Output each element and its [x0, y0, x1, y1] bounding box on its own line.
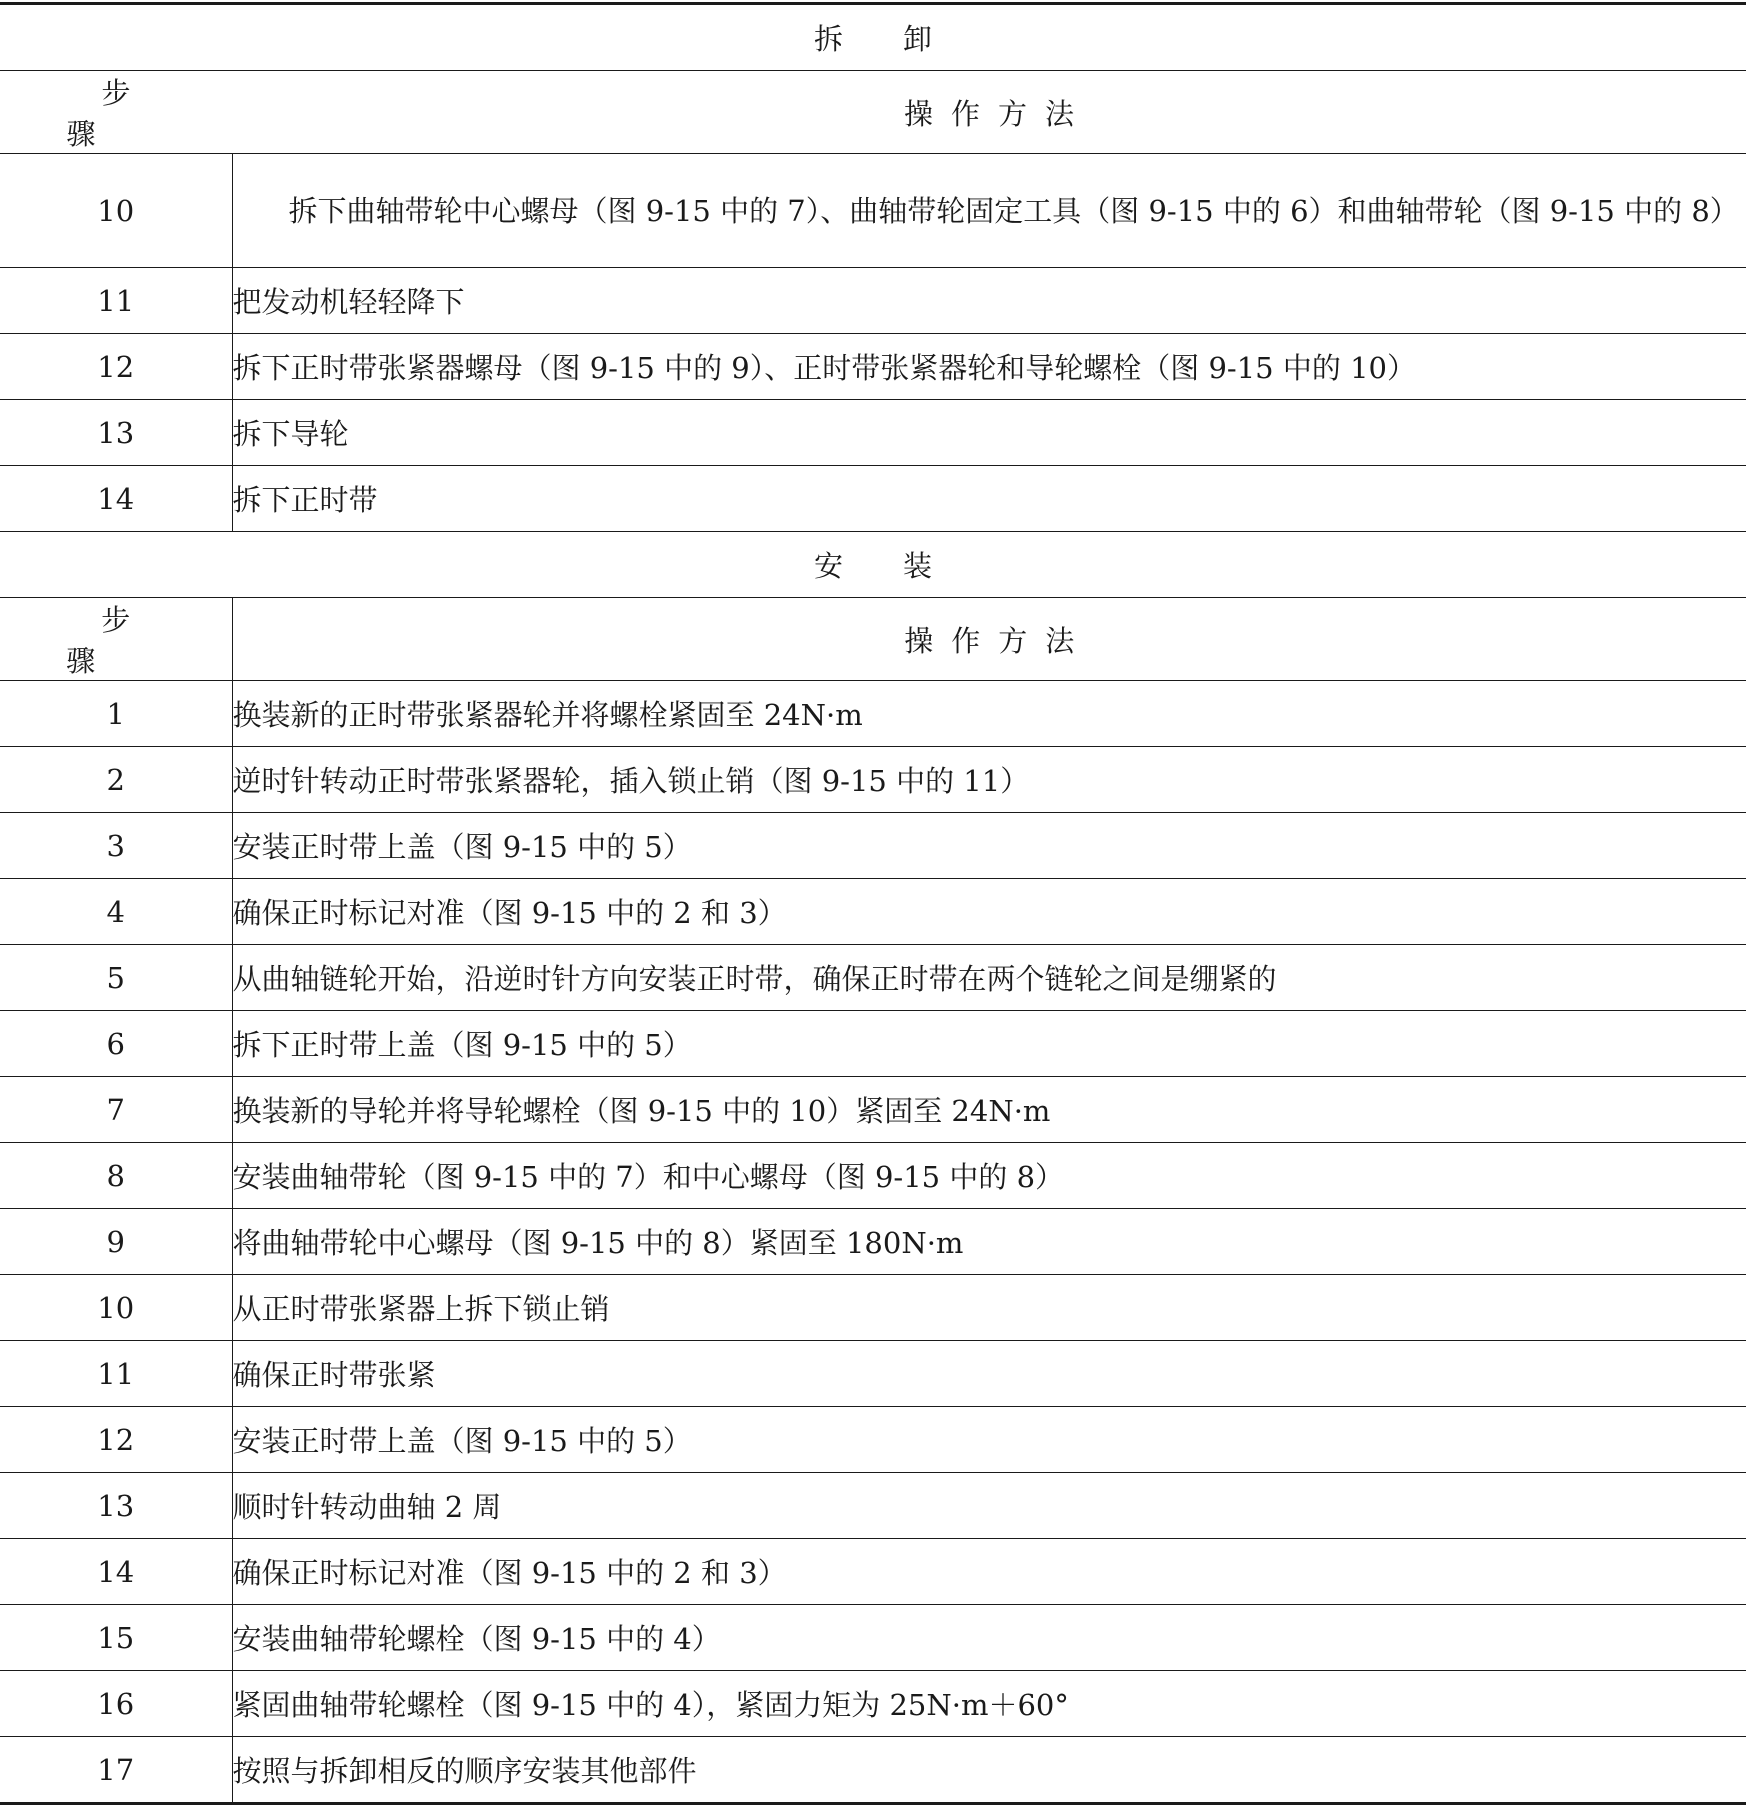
table-row [0, 1143, 1746, 1209]
table-row [0, 1011, 1746, 1077]
step-number: 10 [0, 1275, 232, 1341]
step-method: 换装新的导轮并将导轮螺栓（图 9-15 中的 10）紧固至 24N·m [232, 1077, 1746, 1143]
step-number: 13 [0, 1473, 232, 1539]
step-number: 5 [0, 945, 232, 1011]
procedure-table [0, 2, 1746, 1805]
step-method: 顺时针转动曲轴 2 周 [232, 1473, 1746, 1539]
step-number: 11 [0, 268, 232, 334]
step-method: 安装曲轴带轮（图 9-15 中的 7）和中心螺母（图 9-15 中的 8） [232, 1143, 1746, 1209]
disassembly-title-row [0, 4, 1746, 71]
table-row [0, 400, 1746, 466]
step-method: 拆下导轮 [232, 400, 1746, 466]
table-row [0, 334, 1746, 400]
step-number: 16 [0, 1671, 232, 1737]
step-method: 紧固曲轴带轮螺栓（图 9-15 中的 4），紧固力矩为 25N·m＋60° [232, 1671, 1746, 1737]
step-number: 14 [0, 466, 232, 532]
step-method: 确保正时带张紧 [232, 1341, 1746, 1407]
step-number: 13 [0, 400, 232, 466]
table-row [0, 1407, 1746, 1473]
step-method: 按照与拆卸相反的顺序安装其他部件 [232, 1737, 1746, 1804]
disassembly-title: 拆卸 [0, 4, 1746, 71]
step-method: 从正时带张紧器上拆下锁止销 [232, 1275, 1746, 1341]
disassembly-header-row [0, 71, 1746, 154]
table-row [0, 813, 1746, 879]
step-method: 从曲轴链轮开始，沿逆时针方向安装正时带，确保正时带在两个链轮之间是绷紧的 [232, 945, 1746, 1011]
step-number: 6 [0, 1011, 232, 1077]
step-method: 确保正时标记对准（图 9-15 中的 2 和 3） [232, 879, 1746, 945]
header-step: 步骤 [0, 71, 232, 154]
step-method: 拆下正时带上盖（图 9-15 中的 5） [232, 1011, 1746, 1077]
step-number: 7 [0, 1077, 232, 1143]
installation-title: 安装 [0, 532, 1746, 598]
step-method: 安装正时带上盖（图 9-15 中的 5） [232, 813, 1746, 879]
step-method: 安装曲轴带轮螺栓（图 9-15 中的 4） [232, 1605, 1746, 1671]
step-method: 把发动机轻轻降下 [232, 268, 1746, 334]
step-method: 将曲轴带轮中心螺母（图 9-15 中的 8）紧固至 180N·m [232, 1209, 1746, 1275]
step-number: 11 [0, 1341, 232, 1407]
table-row [0, 1209, 1746, 1275]
step-number: 3 [0, 813, 232, 879]
table-row [0, 945, 1746, 1011]
step-method: 安装正时带上盖（图 9-15 中的 5） [232, 1407, 1746, 1473]
table-row [0, 1077, 1746, 1143]
step-number: 12 [0, 334, 232, 400]
step-number: 10 [0, 154, 232, 268]
step-number: 12 [0, 1407, 232, 1473]
header-method: 操作方法 [232, 598, 1746, 681]
step-number: 14 [0, 1539, 232, 1605]
table-row [0, 466, 1746, 532]
table-row [0, 1671, 1746, 1737]
step-number: 4 [0, 879, 232, 945]
step-method: 拆下正时带 [232, 466, 1746, 532]
table-row [0, 1539, 1746, 1605]
table-row [0, 1341, 1746, 1407]
step-method: 拆下曲轴带轮中心螺母（图 9-15 中的 7）、曲轴带轮固定工具（图 9-15 中的 6）和曲轴带轮（图 9-15 中的 8） [232, 154, 1746, 268]
table-row [0, 681, 1746, 747]
table-row [0, 1605, 1746, 1671]
step-method: 拆下正时带张紧器螺母（图 9-15 中的 9）、正时带张紧器轮和导轮螺栓（图 9-15 中的 10） [232, 334, 1746, 400]
step-number: 2 [0, 747, 232, 813]
table-row [0, 1275, 1746, 1341]
step-method: 逆时针转动正时带张紧器轮，插入锁止销（图 9-15 中的 11） [232, 747, 1746, 813]
step-number: 17 [0, 1737, 232, 1804]
step-number: 15 [0, 1605, 232, 1671]
table-row [0, 268, 1746, 334]
installation-title-row [0, 532, 1746, 598]
table-row [0, 154, 1746, 268]
header-step: 步骤 [0, 598, 232, 681]
table-row [0, 747, 1746, 813]
table-row [0, 1473, 1746, 1539]
table-row [0, 879, 1746, 945]
header-method: 操作方法 [232, 71, 1746, 154]
step-number: 8 [0, 1143, 232, 1209]
step-number: 1 [0, 681, 232, 747]
table-row [0, 1737, 1746, 1804]
step-method: 确保正时标记对准（图 9-15 中的 2 和 3） [232, 1539, 1746, 1605]
step-method: 换装新的正时带张紧器轮并将螺栓紧固至 24N·m [232, 681, 1746, 747]
step-number: 9 [0, 1209, 232, 1275]
installation-header-row [0, 598, 1746, 681]
